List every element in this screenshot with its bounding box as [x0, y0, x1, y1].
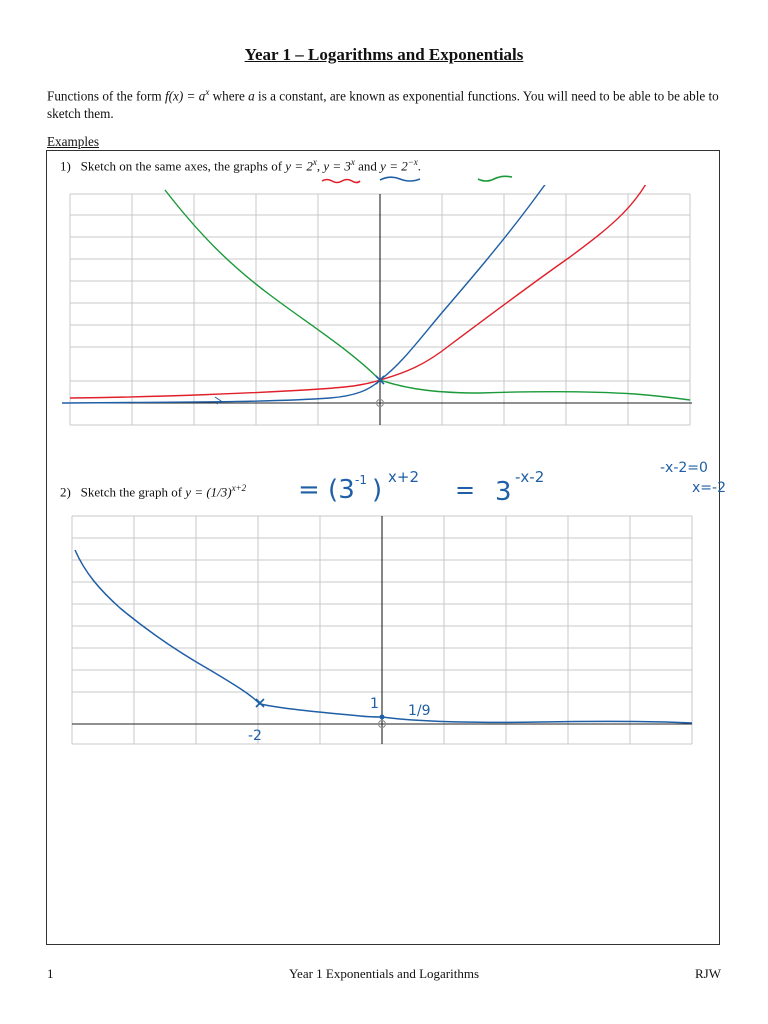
q2-number: 2)	[60, 484, 71, 500]
hand-equals: =	[455, 476, 476, 504]
green-underline	[478, 176, 512, 181]
intro-fx-exp: x	[205, 87, 210, 97]
hand-side-working-1: -x-2=0	[660, 460, 708, 476]
hand-rewrite-exp: x+2	[388, 468, 419, 486]
graph-2-point-mark	[256, 699, 264, 707]
footer-author: RJW	[695, 966, 721, 981]
q1-eq3-exp: −x	[407, 157, 418, 167]
q1-eq3: y = 2	[380, 158, 408, 174]
intro-fx: f(x) = a	[164, 88, 206, 104]
hand-rewrite-inner-exp: -1	[355, 473, 367, 487]
graph-1	[60, 185, 700, 435]
curve-y-third-pow-x-plus-2	[75, 550, 692, 723]
examples-heading: Examples	[47, 134, 100, 149]
hand-rewrite-close: )	[372, 475, 383, 505]
q1-eq1-exp: x	[312, 157, 317, 167]
page-title: Year 1 – Logarithms and Exponentials	[244, 45, 524, 64]
blue-underline	[380, 177, 420, 181]
footer-title: Year 1 Exponentials and Logarithms	[288, 966, 480, 981]
q2-eq-exp: x+2	[231, 483, 247, 493]
graph-2-intercept-dot	[380, 715, 385, 720]
hand-side-working-2: x=-2	[692, 480, 726, 496]
intro-a-var: a	[248, 88, 255, 104]
q2-text: Sketch the graph of	[80, 484, 186, 500]
hand-base-3-exp: -x-2	[515, 468, 545, 486]
hand-axis-label-minus-2: -2	[248, 728, 262, 744]
q1-sep1: ,	[316, 158, 324, 174]
q1-sep2: and	[354, 158, 381, 174]
q1-underlines	[0, 0, 768, 200]
footer-page-number: 1	[47, 966, 54, 981]
curve-y-3-pow-x	[62, 185, 565, 403]
q2-eq: y = (1/3)	[185, 484, 232, 500]
q1-number: 1)	[60, 158, 71, 174]
curve-y-2-pow-neg-x	[165, 190, 690, 400]
q1-eq1: y = 2	[285, 158, 313, 174]
intro-text-2: where	[209, 88, 249, 104]
intro-text-3: is a constant, are known as exponential functions. You will need to be able to be able to sketch them.	[47, 88, 719, 122]
graph-2	[60, 508, 700, 758]
red-underline	[322, 180, 360, 183]
q1-eq2: y = 3	[323, 158, 351, 174]
q1-text: Sketch on the same axes, the graphs of	[80, 158, 286, 174]
hand-point-label-1: 1	[370, 696, 379, 712]
hand-base-3: 3	[495, 477, 512, 507]
q1-end: .	[417, 158, 422, 174]
hand-rewrite: = (3	[298, 475, 355, 505]
hand-point-label-one-ninth: 1/9	[408, 703, 431, 719]
q1-eq2-exp: x	[350, 157, 355, 167]
intro-text-1: Functions of the form	[47, 88, 165, 104]
